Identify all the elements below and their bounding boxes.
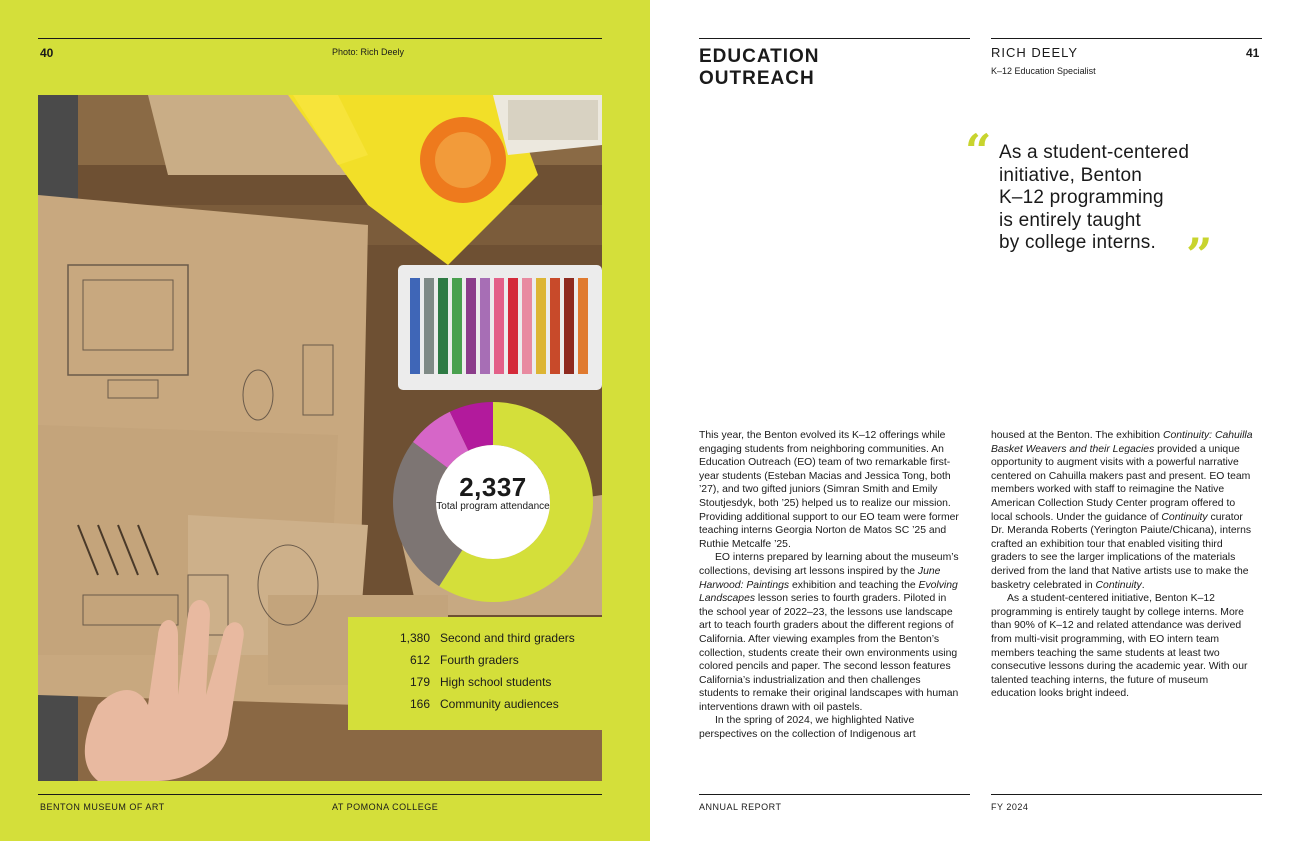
quote-line: is entirely taught bbox=[999, 209, 1141, 231]
photo-credit: Photo: Rich Deely bbox=[332, 47, 405, 57]
page-number-left: 40 bbox=[40, 46, 54, 60]
author-role: K–12 Education Specialist bbox=[991, 66, 1096, 76]
stat-row bbox=[348, 653, 602, 671]
footer-rule bbox=[699, 794, 970, 795]
title-line: OUTREACH bbox=[699, 68, 815, 89]
stat-label: Community audiences bbox=[440, 697, 559, 711]
stat-label: High school students bbox=[440, 675, 552, 689]
header-rule bbox=[991, 38, 1262, 39]
body-column-1 bbox=[699, 429, 961, 742]
footer-annual-report: ANNUAL REPORT bbox=[699, 802, 782, 812]
header-rule bbox=[699, 38, 970, 39]
close-quote-icon: ” bbox=[1186, 228, 1213, 282]
author-name: RICH DEELY bbox=[991, 45, 1079, 60]
stat-value: 179 bbox=[409, 675, 430, 689]
paragraph: This year, the Benton evolved its K–12 offerings while engaging students from neighboring communities. An Education Outreach (EO) team of two remarkable first-year students (Esteban Macias and Jessica Tong, both ’27), and two gifted juniors (Simran Smith and Emily Stoutjesdyk, both ’25) helped us to realize our mission. Providing additional support to our EO team were former teaching interns Georgia Norton de Matos SC ’25 and Ruthie Metcalfe ’25. bbox=[699, 430, 959, 550]
stat-label: Second and third graders bbox=[440, 631, 575, 645]
paragraph: As a student-centered initiative, Benton K–12 programming is entirely taught by college interns. More than 90% of K–12 and related attendance was derived from multi-visit programming, with EO intern team members teaching the same students at least two consecutive lessons during the academic year. With our talented teaching interns, the future of museum education looks bright indeed. bbox=[991, 593, 1248, 700]
stat-value: 612 bbox=[409, 653, 430, 667]
footer-college: AT POMONA COLLEGE bbox=[332, 802, 439, 812]
paragraph: EO interns prepared by learning about the museum’s collections, devising art lessons inspired by the June Harwood: Paintings exhibition and teaching the Evolving Landscapes lesson series to fourth graders. Piloted in the school year of 2022–23, the lessons use landscape art to teach fourth graders about the different regions of California. After viewing examples from the Benton’s collection, students create their own environments using colored pencils and paper. The second lesson features California’s industrialization and then challenges students to remake their original landscapes with human interventions drawn with oil pastels. bbox=[699, 552, 959, 713]
donut-center-label bbox=[436, 445, 550, 559]
stat-row bbox=[348, 631, 602, 649]
footer-rule bbox=[38, 794, 602, 795]
attendance-breakdown bbox=[348, 617, 602, 730]
title-line: EDUCATION bbox=[699, 46, 820, 67]
total-attendance-value: 2,337 bbox=[459, 472, 527, 502]
body-column-2 bbox=[991, 429, 1253, 701]
paragraph: housed at the Benton. The exhibition Continuity: Cahuilla Basket Weavers and their Legacies provided a unique opportunity to augment visits with a powerful narrative centered on Cahuilla makers past and present. EO team members worked with staff to reimagine the Native American Collection Study Center program offered to local schools. Under the guidance of Continuity curator Dr. Meranda Roberts (Yerington Paiute/Chicana), interns crafted an exhibition tour that enabled visiting third graders to see the larger implications of the materials derived from the land that Native artists use to make the basketry celebrated in Continuity. bbox=[991, 430, 1253, 591]
footer-fiscal-year: FY 2024 bbox=[991, 802, 1029, 812]
stat-label: Fourth graders bbox=[440, 653, 519, 667]
quote-line: initiative, Benton bbox=[999, 164, 1143, 186]
quote-line: As a student-centered bbox=[999, 142, 1190, 163]
stat-row bbox=[348, 675, 602, 693]
paragraph: In the spring of 2024, we highlighted Native perspectives on the collection of Indigenous art bbox=[699, 715, 916, 741]
footer-museum: BENTON MUSEUM OF ART bbox=[40, 802, 165, 812]
stat-value: 1,380 bbox=[399, 631, 430, 645]
quote-line: K–12 programming bbox=[999, 187, 1164, 208]
page-number-right: 41 bbox=[1246, 46, 1260, 60]
page-title bbox=[699, 46, 820, 90]
header-rule bbox=[38, 38, 602, 39]
total-attendance-label: Total program attendance bbox=[436, 501, 550, 512]
stat-row bbox=[348, 697, 602, 715]
footer-rule bbox=[991, 794, 1262, 795]
stat-value: 166 bbox=[409, 697, 430, 711]
open-quote-icon: “ bbox=[965, 124, 992, 178]
quote-line: by college interns. bbox=[999, 232, 1156, 253]
